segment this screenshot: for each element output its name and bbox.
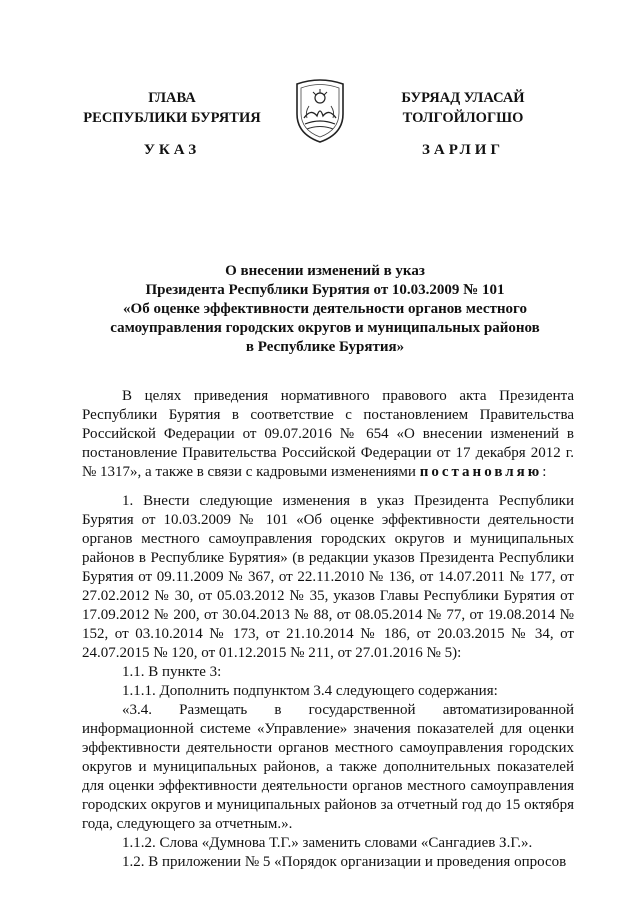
- item-1-1-2: 1.1.2. Слова «Думнова Т.Г.» заменить словами «Сангадиев З.Г.».: [122, 835, 533, 851]
- title-line-4: самоуправления городских округов и муниципальных районов: [110, 320, 540, 336]
- item-1: 1. Внести следующие изменения в указ Президента Республики Бурятия от 10.03.2009 № 101 «Об оценке эффективности деятельности органов местного самоуправления городских округов и муниципальных районов в Республике Бурятия» (в редакции указов Президента Республики Бурятия от 09.11.2009 № 367, от 22.11.2010 № 136, от 14.07.2011 № 177, от 27.02.2012 № 30, от 05.03.2012 № 35, указов Главы Республики Бурятия от 17.09.2012 № 200, от 30.04.2013 № 88, от 08.05.2014 № 77, от 19.08.2014 № 152, от 03.10.2014 № 173, от 21.10.2014 № 186, от 20.03.2015 № 34, от 24.07.2015 № 120, от 01.12.2015 № 211, от 27.01.2016 № 5):: [82, 493, 574, 661]
- coat-of-arms-emblem: [291, 78, 349, 144]
- issuer-block-buryat: [388, 88, 538, 128]
- preamble-paragraph: [82, 387, 574, 482]
- issuer-line-2-buryat: ТОЛГОЙЛОГШО: [402, 110, 524, 126]
- issuer-line-2: РЕСПУБЛИКИ БУРЯТИЯ: [83, 110, 261, 126]
- decree-type-russian: УКАЗ: [143, 142, 201, 158]
- item-1-1-1: 1.1.1. Дополнить подпунктом 3.4 следующего содержания:: [122, 683, 498, 699]
- title-line-3: «Об оценке эффективности деятельности органов местного: [123, 301, 527, 317]
- title-line-1: О внесении изменений в указ: [225, 263, 425, 279]
- item-1-2: 1.2. В приложении № 5 «Порядок организации и проведения опросов: [122, 854, 567, 870]
- issuer-line-1: ГЛАВА: [148, 90, 196, 106]
- preamble-end: :: [542, 464, 547, 480]
- decree-word: постановляю: [419, 464, 543, 480]
- title-line-5: в Республике Бурятия»: [245, 339, 405, 355]
- quoted-clause-3-4: «3.4. Размещать в государственной автоматизированной информационной системе «Управление» значения показателей для оценки эффективности деятельности органов местного самоуправления городских округов и муниципальных районов, а также дополнительных показателей для оценки эффективности деятельности органов местного самоуправления городских округов и муниципальных районов за отчетный год до 15 октября года, следующего за отчетным.».: [82, 702, 574, 832]
- document-title: [80, 262, 570, 357]
- title-line-2: Президента Республики Бурятия от 10.03.2009 № 101: [145, 282, 505, 298]
- issuer-line-1-buryat: БУРЯАД УЛАСАЙ: [401, 90, 525, 106]
- preamble-text: В целях приведения нормативного правового акта Президента Республики Бурятия в соответствие с постановлением Правительства Российской Федерации от 09.07.2016 № 654 «О внесении изменений в постановление Правительства Российской Федерации от 17 декабря 2012 г. № 1317», а также в связи с кадровыми изменениями: [82, 388, 574, 480]
- decree-items: [82, 492, 574, 872]
- item-1-1: 1.1. В пункте 3:: [122, 664, 222, 680]
- issuer-block-russian: [82, 88, 262, 128]
- decree-type-buryat: ЗАРЛИГ: [421, 142, 505, 158]
